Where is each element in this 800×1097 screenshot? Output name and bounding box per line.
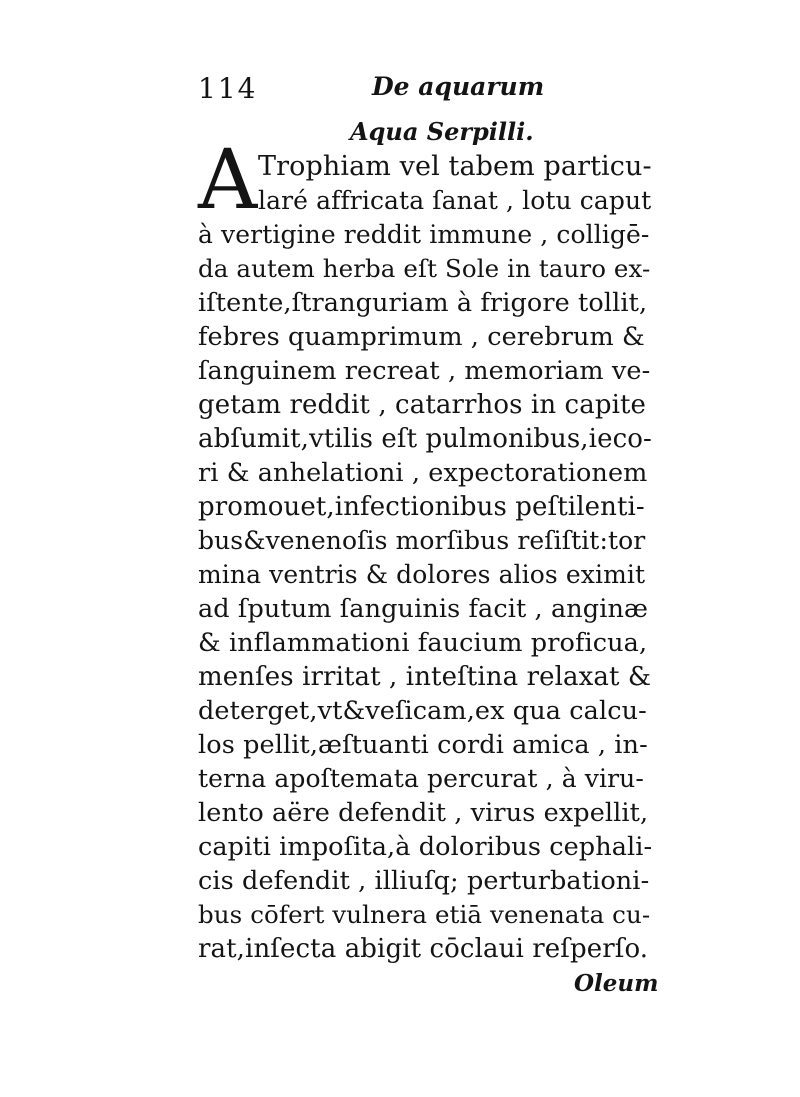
- page-number: 114: [198, 72, 258, 105]
- text-line: iſtente,ſtranguriam à frigore tollit,: [198, 288, 648, 318]
- text-line: rat,inſecta abigit cōclaui reſperſo.: [198, 934, 649, 964]
- page-header: [198, 72, 668, 112]
- text-line: laré affricata ſanat , lotu caput: [258, 186, 652, 215]
- text-line: los pellit,æſtuanti cordi amica , in-: [198, 730, 648, 760]
- text-line: mina ventris & dolores alios eximit: [198, 560, 646, 589]
- text-line: terna apoſtemata percurat , à viru-: [198, 764, 644, 793]
- text-line: abſumit,vtilis eſt pulmonibus,ieco-: [198, 424, 652, 454]
- text-line: cis defendit , illiuſq; perturbationi-: [198, 866, 650, 896]
- text-line: bus cōfert vulnera etiā venenata cu-: [198, 900, 651, 929]
- text-line: à vertigine reddit immune , colligē-: [198, 220, 650, 249]
- text-line: lento aëre defendit , virus expellit,: [198, 798, 649, 828]
- text-line: capiti impoſita,à doloribus cephali-: [198, 832, 653, 862]
- text-line: getam reddit , catarrhos in capite: [198, 390, 647, 420]
- text-line: deterget,vt&veſicam,ex qua calcu-: [198, 696, 647, 726]
- text-line: ri & anhelationi , expectorationem: [198, 458, 648, 488]
- text-line: ſanguinem recreat , memoriam ve-: [198, 356, 651, 386]
- catchword: Oleum: [574, 970, 659, 997]
- text-line: menſes irritat , inteſtina relaxat &: [198, 662, 652, 692]
- text-line: promouet,infectionibus peſtilenti-: [198, 492, 645, 522]
- text-line: ad ſputum ſanguinis facit , anginæ: [198, 594, 649, 624]
- section-title: Aqua Serpilli.: [350, 117, 534, 146]
- running-head: De aquarum: [372, 72, 545, 101]
- text-line: febres quamprimum , cerebrum &: [198, 322, 645, 352]
- text-line: bus&venenoſis morſibus reſiſtit:tor: [198, 526, 646, 555]
- drop-cap: A: [198, 133, 258, 228]
- text-line: da autem herba eſt Sole in tauro ex-: [198, 254, 651, 283]
- text-line: & inflammationi faucium proficua,: [198, 628, 648, 658]
- text-line: Trophiam vel tabem particu-: [258, 151, 652, 182]
